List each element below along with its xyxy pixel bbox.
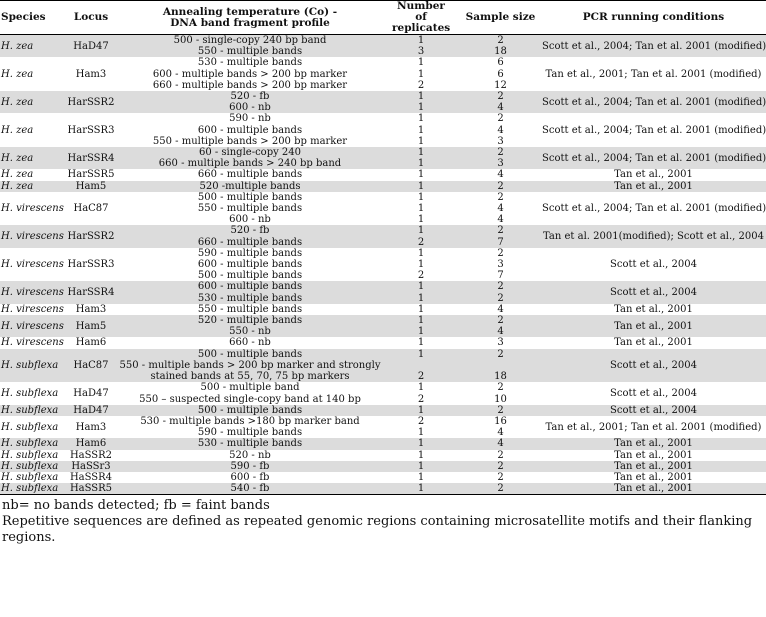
locus-cell: HarSSR3 — [67, 124, 115, 136]
pcr-conditions-cell: Tan et al., 2001 — [614, 303, 693, 315]
table-row — [0, 225, 766, 247]
species-cell: H. subflexa — [0, 438, 64, 449]
sample-value: 2 — [497, 180, 504, 192]
sample-size-cell — [460, 57, 541, 91]
profile-cell — [118, 248, 382, 282]
sample-size-cell — [460, 147, 541, 169]
table-notes — [0, 495, 766, 546]
species-cell: H. subflexa — [0, 483, 64, 495]
replicate-value: 1 — [417, 382, 425, 394]
table-row — [0, 169, 766, 180]
sample-size-cell — [460, 225, 541, 247]
profile-line: 590 - multiple bands — [197, 247, 303, 259]
table-row — [0, 382, 766, 404]
table-row — [0, 416, 766, 438]
replicate-value: 1 — [417, 303, 425, 315]
replicate-value: 1 — [417, 214, 425, 226]
pcr-conditions-cell: Scott et al., 2004 — [541, 405, 766, 416]
species-cell: H. subflexa — [0, 349, 64, 383]
table-row — [0, 315, 766, 337]
replicates-cell — [382, 192, 460, 226]
profile-cell — [118, 169, 382, 180]
sample-size-cell — [460, 337, 541, 348]
profile-line: 550 - multiple bands — [197, 203, 303, 215]
profile-line: 600 - nb — [229, 102, 271, 114]
replicate-value: 1 — [417, 483, 425, 495]
replicate-value: 1 — [417, 292, 425, 304]
sample-value: 2 — [497, 191, 504, 203]
table-row — [0, 57, 766, 91]
sample-value: 2 — [497, 404, 504, 416]
sample-value: 3 — [497, 337, 504, 349]
profile-cell — [118, 416, 382, 438]
sample-value: 2 — [497, 147, 504, 159]
table-row — [0, 35, 766, 58]
profile-cell — [118, 181, 382, 192]
sample-value: 3 — [497, 135, 504, 147]
replicate-value: 1 — [417, 169, 425, 181]
species-cell: H. subflexa — [1, 421, 59, 433]
replicate-value: 1 — [417, 404, 425, 416]
sample-size-cell — [460, 281, 541, 303]
profile-line: 530 - multiple bands — [197, 57, 303, 69]
locus-cell: HarSSR5 — [67, 169, 115, 181]
species-cell: H. zea — [1, 124, 34, 136]
profile-line: 60 - single-copy 240 — [198, 147, 302, 159]
header-locus: Locus — [73, 10, 109, 23]
species-cell: H. virescens — [1, 303, 64, 315]
sample-value: 2 — [497, 35, 504, 46]
profile-line: 500 - single-copy 240 bp band — [173, 35, 327, 46]
sample-value: 10 — [494, 393, 507, 405]
sample-value: 2 — [497, 281, 504, 293]
replicate-value: 1 — [417, 57, 425, 69]
species-cell: H. zea — [1, 68, 34, 80]
pcr-conditions-cell: Tan et al., 2001 — [541, 461, 766, 472]
replicate-value: 1 — [417, 247, 425, 259]
sample-size-cell — [460, 416, 541, 438]
sample-value: 3 — [497, 158, 504, 170]
replicate-value: 1 — [417, 35, 425, 46]
species-cell: H. virescens — [1, 337, 64, 349]
replicates-cell — [382, 57, 460, 91]
table-body — [0, 35, 766, 495]
sample-size-cell — [460, 405, 541, 416]
sample-size-cell — [460, 349, 541, 383]
header-annealing-profile: Annealing temperature (Co) - DNA band fragment profile — [162, 5, 338, 29]
table-row — [0, 192, 766, 226]
profile-line: 520 - fb — [230, 225, 270, 237]
profile-line: 530 - multiple bands — [197, 292, 303, 304]
table-row — [0, 337, 766, 348]
sample-value: 4 — [497, 124, 504, 136]
sample-value — [461, 360, 540, 371]
replicates-cell — [382, 315, 460, 337]
sample-value: 7 — [497, 270, 504, 282]
table-row — [0, 91, 766, 113]
replicate-value: 1 — [417, 427, 425, 439]
species-cell: H. virescens — [0, 281, 64, 303]
replicate-value: 2 — [417, 393, 425, 405]
locus-cell: HaD47 — [73, 387, 109, 399]
locus-cell: Ham3 — [75, 421, 107, 433]
sample-size-cell — [460, 192, 541, 226]
table-row — [0, 483, 766, 495]
header-sample-size: Sample size — [465, 10, 536, 23]
locus-cell: HaSSr3 — [64, 461, 118, 472]
profile-cell — [118, 405, 382, 416]
replicate-value: 1 — [417, 124, 425, 136]
pcr-conditions-cell: Scott et al., 2004; Tan et al. 2001 (modified) — [542, 203, 766, 215]
pcr-conditions-cell: Scott et al., 2004 — [610, 259, 697, 271]
locus-cell: Ham5 — [64, 181, 118, 192]
table-row — [0, 472, 766, 483]
sample-value: 2 — [497, 382, 504, 394]
pcr-conditions-cell: Tan et al., 2001 — [541, 181, 766, 192]
replicate-value: 1 — [417, 68, 425, 80]
profile-line: 600 - nb — [229, 214, 271, 226]
profile-cell — [118, 349, 382, 383]
profile-cell — [118, 113, 382, 147]
profile-line: 520 - nb — [229, 449, 271, 461]
profile-cell — [118, 225, 382, 247]
replicates-cell — [382, 35, 460, 58]
sample-value: 2 — [497, 348, 504, 360]
species-cell: H. zea — [1, 169, 34, 181]
replicates-cell — [382, 382, 460, 404]
species-cell: H. virescens — [1, 259, 64, 271]
replicates-cell — [382, 225, 460, 247]
profile-line: 660 - nb — [229, 337, 271, 349]
pcr-conditions-cell: Tan et al., 2001 — [541, 438, 766, 449]
locus-cell: Ham3 — [75, 68, 107, 80]
profile-cell — [118, 483, 382, 495]
abbreviation-note: nb= no bands detected; fb = faint bands — [2, 498, 270, 514]
replicate-value: 1 — [417, 180, 425, 192]
profile-cell — [118, 461, 382, 472]
pcr-conditions-cell: Tan et al., 2001 — [541, 483, 766, 495]
replicates-cell — [382, 416, 460, 438]
locus-cell: HaC87 — [64, 349, 118, 383]
replicate-value: 1 — [417, 471, 425, 483]
sample-value: 3 — [497, 259, 504, 271]
replicate-value: 2 — [417, 236, 425, 248]
species-cell: H. zea — [0, 35, 64, 58]
sample-value: 18 — [494, 46, 507, 58]
sample-value: 16 — [494, 415, 507, 427]
profile-cell — [118, 382, 382, 404]
sample-value: 6 — [497, 57, 504, 69]
profile-line: 590 - multiple bands — [197, 427, 303, 439]
replicate-value: 2 — [417, 371, 425, 383]
sample-value: 2 — [497, 471, 504, 483]
profile-line: 660 - multiple bands — [197, 169, 303, 181]
table-row — [0, 181, 766, 192]
pcr-conditions-cell: Scott et al., 2004; Tan et al. 2001 (modified) — [541, 35, 766, 58]
header-species: Species — [1, 10, 46, 23]
sample-size-cell — [460, 91, 541, 113]
profile-cell — [118, 472, 382, 483]
replicate-value: 2 — [417, 270, 425, 282]
locus-cell: HaSSR4 — [69, 471, 113, 483]
replicate-value: 3 — [417, 46, 425, 58]
replicate-value: 1 — [417, 203, 425, 215]
replicate-value: 1 — [417, 113, 425, 125]
header-replicates: Number of replicates — [392, 0, 451, 34]
replicates-cell — [382, 461, 460, 472]
replicates-cell — [382, 337, 460, 348]
sample-size-cell — [460, 315, 541, 337]
replicates-cell — [382, 349, 460, 383]
table-row — [0, 438, 766, 449]
species-cell: H. zea — [0, 181, 64, 192]
profile-line: 590 - fb — [230, 460, 270, 472]
locus-cell: HarSSR3 — [67, 259, 115, 271]
replicate-value: 1 — [417, 225, 425, 237]
profile-line: 500 - multiple bands — [197, 404, 303, 416]
replicate-value: 1 — [417, 326, 425, 338]
pcr-conditions-cell: Tan et al., 2001; Tan et al. 2001 (modified) — [545, 421, 762, 433]
sample-value: 4 — [497, 203, 504, 215]
replicate-value — [383, 360, 459, 371]
replicates-cell — [382, 472, 460, 483]
species-cell: H. subflexa — [1, 471, 59, 483]
sample-value: 4 — [497, 169, 504, 181]
replicate-value: 1 — [417, 337, 425, 349]
profile-cell — [118, 281, 382, 303]
replicate-value: 1 — [417, 449, 425, 461]
replicate-value: 1 — [417, 147, 425, 159]
profile-line: 530 - multiple bands — [197, 438, 303, 450]
locus-cell: Ham6 — [64, 438, 118, 449]
sample-value: 6 — [497, 68, 504, 80]
species-cell: H. virescens — [1, 203, 64, 215]
sample-value: 7 — [497, 236, 504, 248]
replicate-value: 1 — [417, 191, 425, 203]
sample-value: 2 — [497, 292, 504, 304]
locus-cell: Ham5 — [64, 315, 118, 337]
sample-size-cell — [460, 113, 541, 147]
sample-size-cell — [460, 304, 541, 315]
species-cell: H. subflexa — [0, 461, 64, 472]
profile-cell — [118, 450, 382, 461]
table-row — [0, 281, 766, 303]
replicates-cell — [382, 450, 460, 461]
profile-line: stained bands at 55, 70, 75 bp markers — [150, 371, 350, 383]
sample-size-cell — [460, 472, 541, 483]
species-cell: H. virescens — [0, 315, 64, 337]
sample-value: 2 — [497, 449, 504, 461]
profile-line: 660 - multiple bands > 200 bp marker — [152, 79, 348, 91]
profile-line: 660 - multiple bands > 240 bp band — [158, 158, 342, 170]
sample-size-cell — [460, 248, 541, 282]
replicate-value: 1 — [417, 438, 425, 450]
profile-line: 600 - multiple bands — [197, 259, 303, 271]
replicate-value: 1 — [417, 259, 425, 271]
profile-cell — [118, 91, 382, 113]
table-row — [0, 113, 766, 147]
pcr-conditions-cell: Tan et al., 2001 — [614, 471, 693, 483]
profile-line: 600 - multiple bands > 200 bp marker — [152, 68, 348, 80]
sample-value: 4 — [497, 303, 504, 315]
pcr-conditions-cell: Tan et al. 2001(modified); Scott et al., 2004 — [541, 225, 766, 247]
replicates-cell — [382, 113, 460, 147]
profile-line: 500 - multiple band — [200, 382, 300, 394]
sample-value: 2 — [497, 483, 504, 495]
species-cell: H. zea — [0, 147, 64, 169]
pcr-conditions-cell: Scott et al., 2004 — [541, 349, 766, 383]
replicate-value: 1 — [417, 281, 425, 293]
sample-size-cell — [460, 169, 541, 180]
table-row — [0, 450, 766, 461]
profile-line: 500 - multiple bands — [197, 270, 303, 282]
replicate-value: 1 — [417, 460, 425, 472]
locus-cell: HaSSR2 — [69, 449, 113, 461]
locus-cell: HaD47 — [64, 35, 118, 58]
pcr-conditions-cell: Tan et al., 2001; Tan et al. 2001 (modified) — [545, 68, 762, 80]
sample-value: 4 — [497, 214, 504, 226]
pcr-conditions-cell: Scott et al., 2004 — [610, 387, 697, 399]
locus-cell: HarSSR2 — [64, 91, 118, 113]
replicate-value: 2 — [417, 415, 425, 427]
locus-cell: Ham6 — [75, 337, 107, 349]
species-cell: H. subflexa — [1, 387, 59, 399]
sample-value: 2 — [497, 247, 504, 259]
sample-size-cell — [460, 438, 541, 449]
table-row — [0, 304, 766, 315]
profile-cell — [118, 304, 382, 315]
locus-cell: HaSSR5 — [64, 483, 118, 495]
profile-cell — [118, 438, 382, 449]
replicates-cell — [382, 169, 460, 180]
sample-size-cell — [460, 382, 541, 404]
replicates-cell — [382, 181, 460, 192]
species-cell: H. subflexa — [1, 449, 59, 461]
sample-size-cell — [460, 450, 541, 461]
profile-line: 550 - multiple bands > 200 bp marker — [152, 135, 348, 147]
sample-value: 2 — [497, 315, 504, 327]
locus-cell: Ham3 — [75, 303, 107, 315]
profile-line: 600 - multiple bands — [197, 281, 303, 293]
sample-value: 2 — [497, 113, 504, 125]
replicates-cell — [382, 248, 460, 282]
profile-line: 600 - fb — [230, 471, 270, 483]
profile-cell — [118, 315, 382, 337]
pcr-conditions-cell: Tan et al., 2001 — [614, 449, 693, 461]
sample-size-cell — [460, 461, 541, 472]
sample-value: 2 — [497, 91, 504, 103]
pcr-conditions-cell: Tan et al., 2001 — [541, 315, 766, 337]
definition-note: Repetitive sequences are defined as repeated genomic regions containing microsatellite motifs and their flanking regions. — [2, 514, 753, 546]
sample-value: 18 — [494, 371, 507, 383]
species-cell: H. subflexa — [0, 405, 64, 416]
table-row — [0, 147, 766, 169]
table-row — [0, 461, 766, 472]
pcr-conditions-cell: Tan et al., 2001 — [614, 337, 693, 349]
replicates-cell — [382, 438, 460, 449]
pcr-conditions-cell: Scott et al., 2004; Tan et al. 2001 (modified) — [541, 91, 766, 113]
profile-cell — [118, 35, 382, 58]
profile-line: 500 - multiple bands — [197, 348, 303, 360]
replicates-cell — [382, 304, 460, 315]
pcr-conditions-cell: Scott et al., 2004 — [541, 281, 766, 303]
replicate-value: 1 — [417, 315, 425, 327]
sample-value: 12 — [494, 79, 507, 91]
sample-value: 2 — [497, 460, 504, 472]
profile-line: 600 - multiple bands — [197, 124, 303, 136]
pcr-conditions-cell: Scott et al., 2004; Tan et al. 2001 (modified) — [541, 147, 766, 169]
pcr-conditions-cell: Scott et al., 2004; Tan et al. 2001 (modified) — [542, 124, 766, 136]
profile-cell — [118, 192, 382, 226]
sample-value: 4 — [497, 438, 504, 450]
profile-line: 520 - multiple bands — [197, 315, 303, 327]
sample-value: 4 — [497, 427, 504, 439]
pcr-conditions-cell: Tan et al., 2001 — [614, 169, 693, 181]
sample-size-cell — [460, 181, 541, 192]
replicate-value: 1 — [417, 158, 425, 170]
profile-line: 550 - nb — [229, 326, 271, 338]
profile-line: 500 - multiple bands — [197, 191, 303, 203]
replicate-value: 1 — [417, 91, 425, 103]
locus-cell: HarSSR4 — [64, 281, 118, 303]
table-header-row — [0, 1, 766, 35]
profile-line: 550 – suspected single-copy band at 140 bp — [139, 393, 361, 405]
profile-cell — [118, 147, 382, 169]
profile-line: 590 - nb — [229, 113, 271, 125]
sample-value: 4 — [497, 102, 504, 114]
header-pcr-conditions: PCR running conditions — [582, 10, 725, 23]
table-row — [0, 405, 766, 416]
species-cell: H. virescens — [0, 225, 64, 247]
locus-cell: HarSSR4 — [64, 147, 118, 169]
replicates-cell — [382, 281, 460, 303]
profile-line: 660 - multiple bands — [197, 236, 303, 248]
table-row — [0, 349, 766, 383]
sample-size-cell — [460, 483, 541, 495]
profile-line: 550 - multiple bands > 200 bp marker and strongly — [119, 359, 381, 371]
profile-line: 550 - multiple bands — [197, 46, 303, 58]
sample-value: 4 — [497, 326, 504, 338]
profile-line: 540 - fb — [230, 483, 270, 495]
table-row — [0, 248, 766, 282]
replicate-value: 1 — [417, 102, 425, 114]
replicates-cell — [382, 405, 460, 416]
profile-line: 520 -multiple bands — [199, 180, 301, 192]
profile-cell — [118, 337, 382, 348]
profile-cell — [118, 57, 382, 91]
profile-line: 530 - multiple bands >180 bp marker band — [140, 415, 360, 427]
sample-value: 2 — [497, 225, 504, 237]
profile-line: 520 - fb — [230, 91, 270, 103]
replicate-value: 1 — [417, 348, 425, 360]
species-cell: H. zea — [0, 91, 64, 113]
profile-line: 550 - multiple bands — [197, 303, 303, 315]
sample-size-cell — [460, 35, 541, 58]
replicates-cell — [382, 483, 460, 495]
locus-cell: HarSSR2 — [64, 225, 118, 247]
replicates-cell — [382, 147, 460, 169]
replicate-value: 2 — [417, 79, 425, 91]
locus-cell: HaC87 — [73, 203, 109, 215]
replicate-value: 1 — [417, 135, 425, 147]
replicates-cell — [382, 91, 460, 113]
locus-cell: HaD47 — [64, 405, 118, 416]
